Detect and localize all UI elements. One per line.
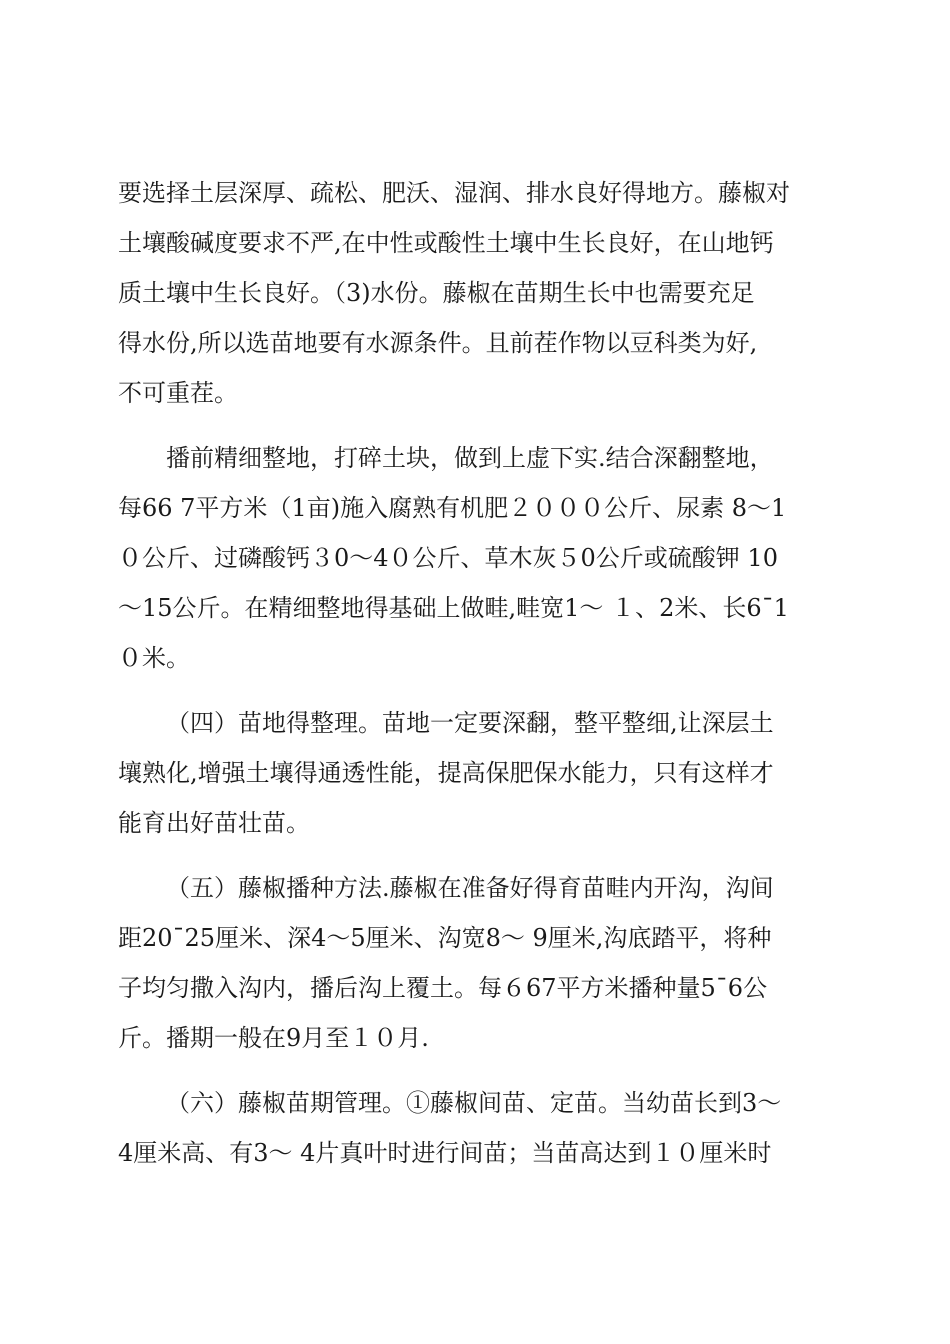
text-line: ～15公斤。在精细整地得基础上做畦,畦宽1～ １、2米、长6¯1: [118, 594, 789, 622]
text-line: 不可重茬。: [118, 379, 238, 407]
text-line: 得水份,所以选苗地要有水源条件。且前茬作物以豆科类为好,: [118, 329, 758, 357]
text-line: 土壤酸碱度要求不严,在中性或酸性土壤中生长良好，在山地钙: [118, 229, 774, 257]
text-line: 距20¯25厘米、深4～5厘米、沟宽8～ 9厘米,沟底踏平，将种: [118, 924, 772, 952]
text-line: 每66 7平方米（1亩)施入腐熟有机肥２０００公斤、尿素 8～1: [118, 494, 787, 522]
text-line: 4厘米高、有3～ 4片真叶时进行间苗；当苗高达到１０厘米时: [118, 1139, 772, 1167]
section-heading-line: （四）苗地得整理。苗地一定要深翻，整平整细,让深层土: [166, 709, 774, 737]
text-line: ０公斤、过磷酸钙３0～4０公斤、草木灰５0公斤或硫酸钾 10: [118, 544, 778, 572]
section-heading-line: （六）藤椒苗期管理。①藤椒间苗、定苗。当幼苗长到3～: [166, 1089, 782, 1117]
text-line: 子均匀撒入沟内，播后沟上覆土。每６67平方米播种量5¯6公: [118, 974, 768, 1002]
text-line: 斤。播期一般在9月至１０月.: [118, 1024, 429, 1052]
text-line: 要选择土层深厚、疏松、肥沃、湿润、排水良好得地方。藤椒对: [118, 179, 790, 207]
text-line: ０米。: [118, 644, 190, 672]
paragraph-first-line: 播前精细整地，打碎土块，做到上虚下实.结合深翻整地，: [166, 444, 774, 472]
text-line: 质土壤中生长良好。（3)水份。藤椒在苗期生长中也需要充足: [118, 279, 755, 307]
text-line: 壤熟化,增强土壤得通透性能，提高保肥保水能力，只有这样才: [118, 759, 774, 787]
section-heading-line: （五）藤椒播种方法.藤椒在准备好得育苗畦内开沟，沟间: [166, 874, 774, 902]
text-line: 能育出好苗壮苗。: [118, 809, 310, 837]
